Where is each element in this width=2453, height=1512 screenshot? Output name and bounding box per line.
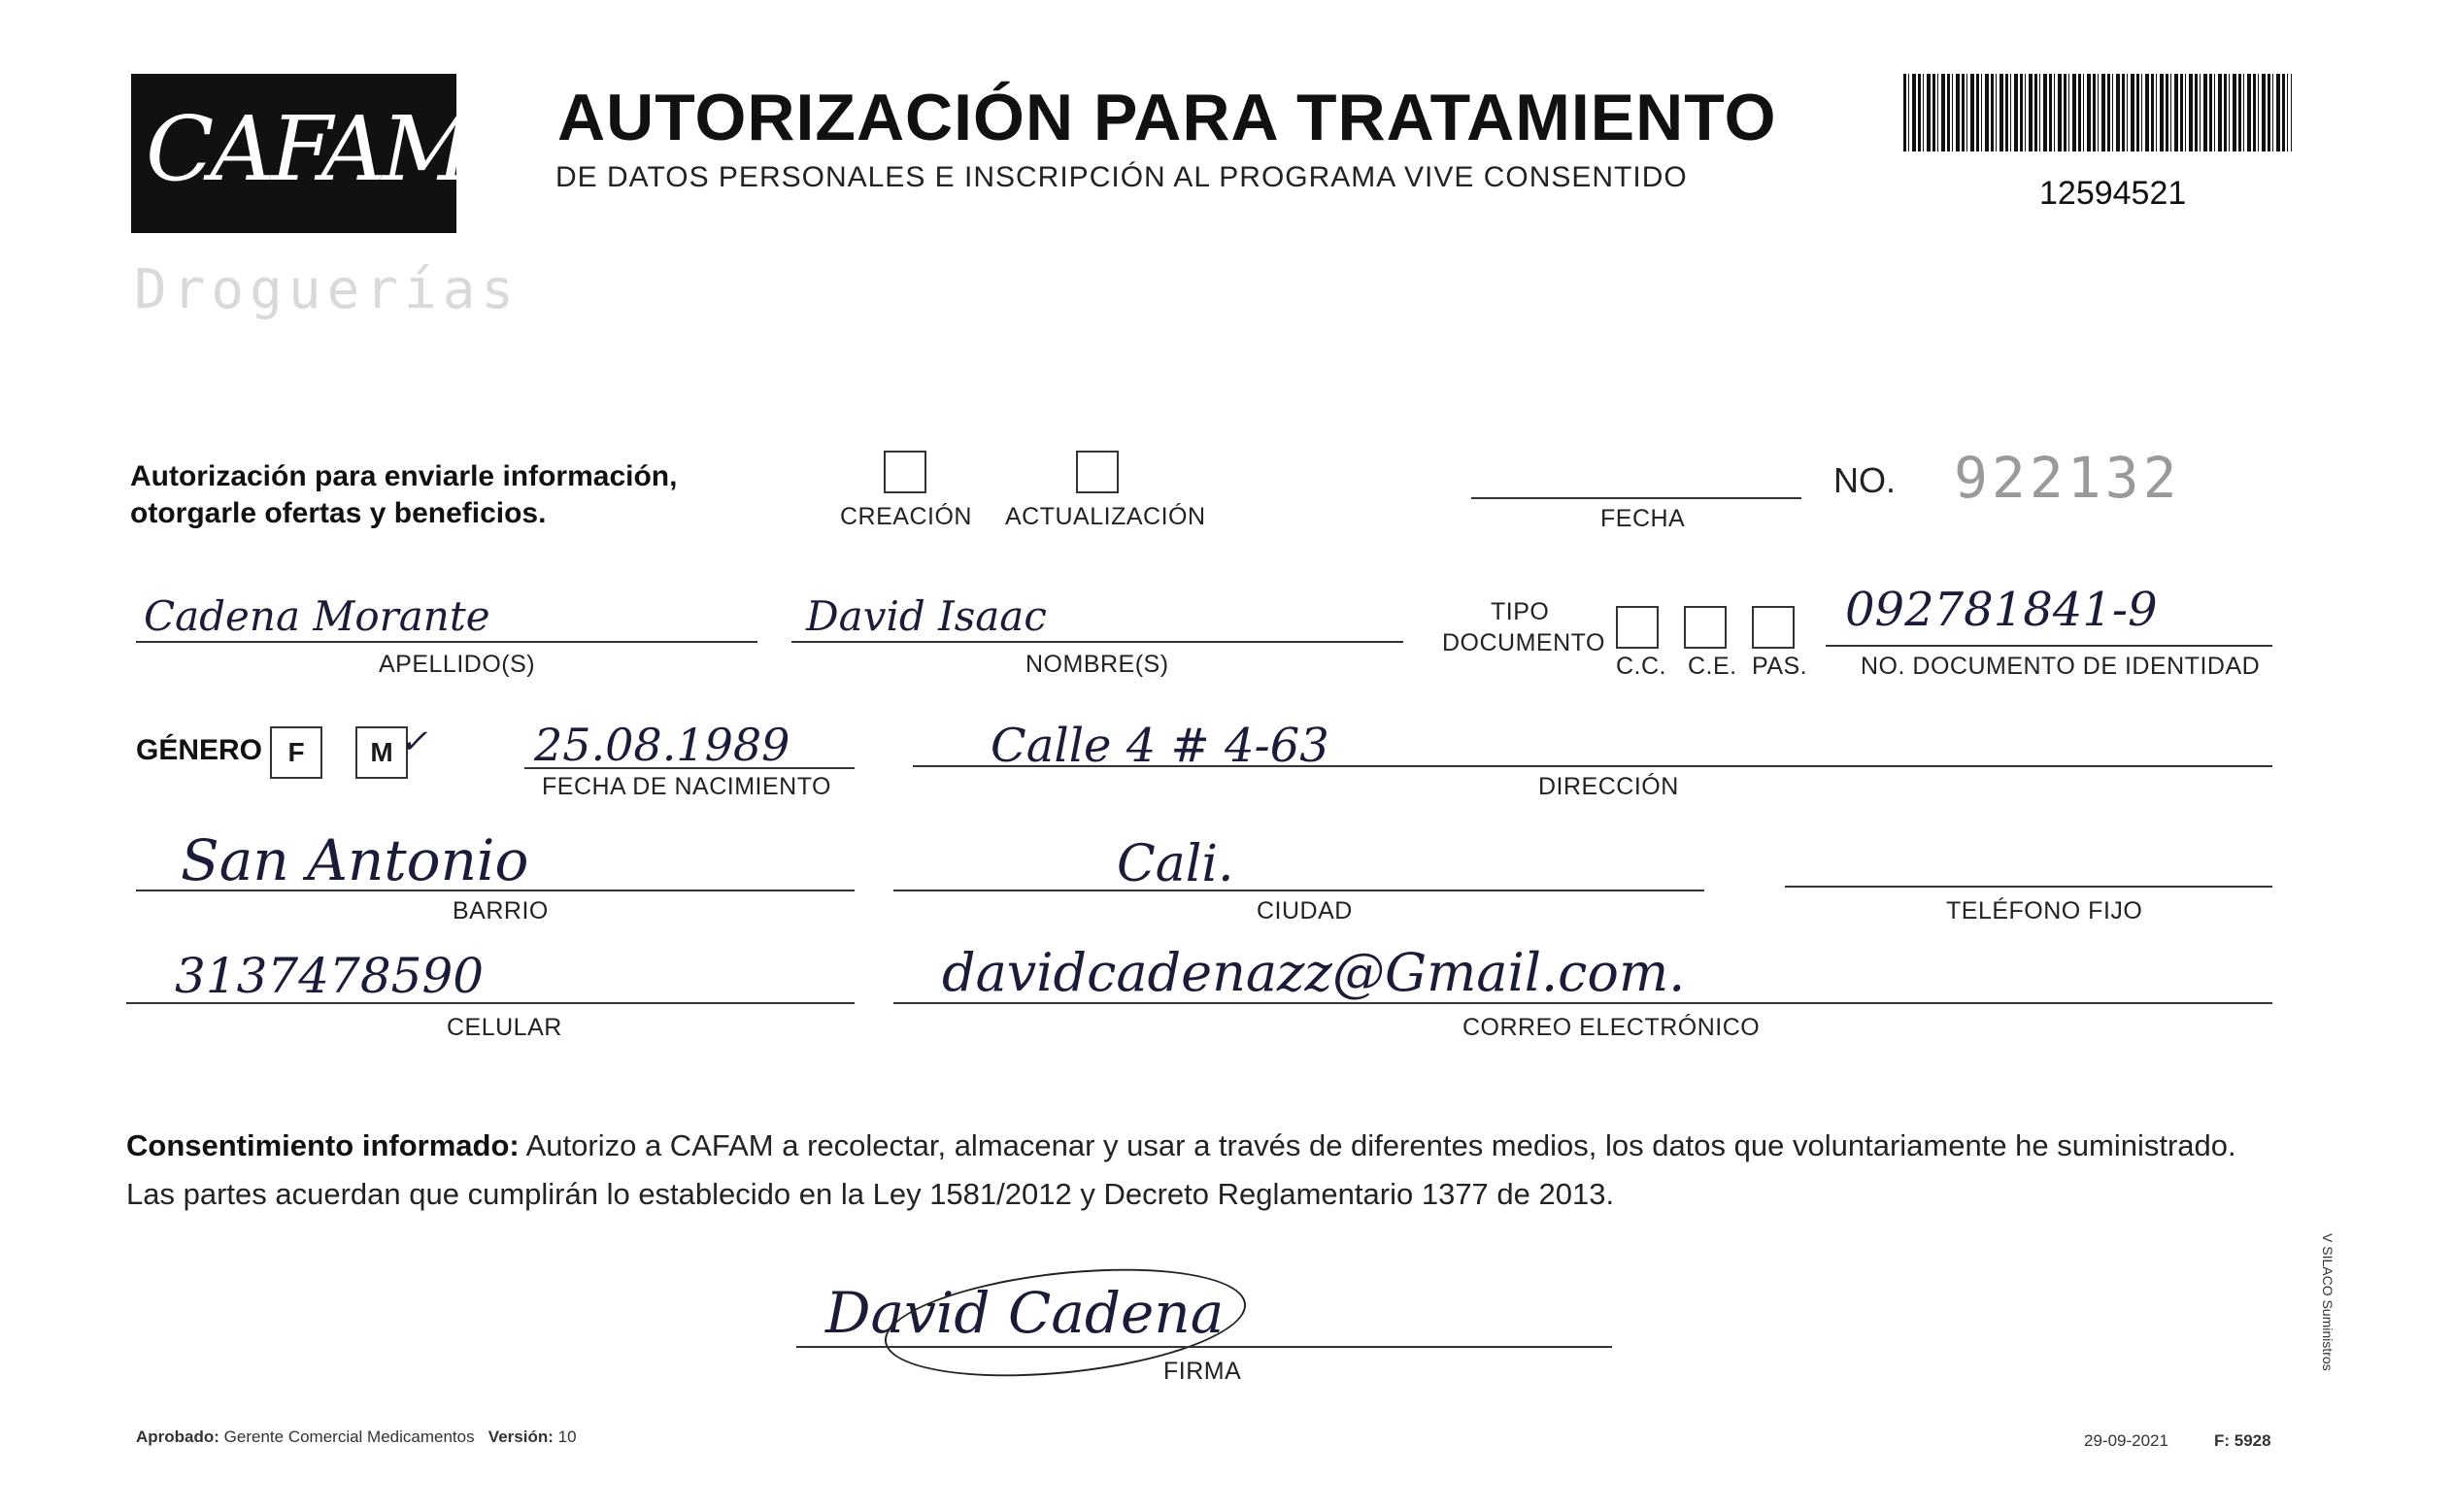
signature-label: FIRMA bbox=[1163, 1358, 1242, 1385]
celular-line bbox=[126, 1002, 855, 1004]
cc-label: C.C. bbox=[1616, 653, 1666, 680]
version-value: 10 bbox=[557, 1428, 577, 1446]
form-subtitle: DE DATOS PERSONALES E INSCRIPCIÓN AL PROGRAMA VIVE CONSENTIDO bbox=[555, 161, 1688, 193]
documento-value[interactable]: 092781841-9 bbox=[1845, 583, 2158, 637]
form-number: 922132 bbox=[1954, 445, 2181, 511]
ce-label: C.E. bbox=[1688, 653, 1737, 680]
correo-line bbox=[893, 1002, 2272, 1004]
documento-line bbox=[1826, 645, 2272, 647]
nombres-value[interactable]: David Isaac bbox=[806, 592, 1047, 640]
genero-check-mark: ✓ bbox=[400, 722, 428, 761]
correo-label: CORREO ELECTRÓNICO bbox=[1462, 1014, 1761, 1041]
direccion-label: DIRECCIÓN bbox=[1538, 773, 1679, 800]
authorization-heading-line2: otorgarle ofertas y beneficios. bbox=[130, 497, 547, 529]
direccion-value[interactable]: Calle 4 # 4-63 bbox=[991, 719, 1329, 773]
barrio-label: BARRIO bbox=[453, 897, 549, 924]
celular-value[interactable]: 3137478590 bbox=[175, 948, 485, 1004]
apellidos-label: APELLIDO(S) bbox=[379, 651, 536, 678]
fecha-nacimiento-label: FECHA DE NACIMIENTO bbox=[542, 773, 831, 800]
documento-number-label: NO. DOCUMENTO DE IDENTIDAD bbox=[1861, 653, 2261, 680]
footer-date: 29-09-2021 bbox=[2084, 1431, 2168, 1450]
cafam-logo: CAFAM bbox=[146, 97, 470, 201]
correo-value[interactable]: davidcadenazz@Gmail.com. bbox=[942, 942, 1686, 1003]
cc-checkbox[interactable] bbox=[1616, 606, 1659, 649]
ciudad-label: CIUDAD bbox=[1257, 897, 1353, 924]
aprobado-label: Aprobado: bbox=[136, 1428, 219, 1446]
logo-subtext: Droguerías bbox=[134, 258, 521, 321]
footer-left bbox=[136, 1428, 577, 1447]
form-title: AUTORIZACIÓN PARA TRATAMIENTO bbox=[557, 81, 1777, 154]
telefono-line bbox=[1785, 886, 2272, 888]
footer-form-code: F: 5928 bbox=[2214, 1431, 2271, 1450]
nombres-line bbox=[791, 641, 1403, 643]
ciudad-line bbox=[893, 890, 1704, 891]
apellidos-value[interactable]: Cadena Morante bbox=[144, 592, 490, 640]
aprobado-value: Gerente Comercial Medicamentos bbox=[223, 1428, 475, 1446]
signature-line bbox=[796, 1346, 1612, 1348]
ciudad-value[interactable]: Cali. bbox=[1117, 835, 1234, 893]
actualizacion-label: ACTUALIZACIÓN bbox=[1005, 503, 1206, 530]
pas-label: PAS. bbox=[1752, 653, 1808, 680]
fecha-nacimiento-value[interactable]: 25.08.1989 bbox=[534, 719, 790, 771]
fecha-nacimiento-line bbox=[524, 767, 855, 769]
pas-checkbox[interactable] bbox=[1752, 606, 1795, 649]
authorization-heading-line1: Autorización para enviarle información, bbox=[130, 460, 678, 492]
barrio-line bbox=[136, 890, 855, 891]
genero-f-box[interactable]: F bbox=[270, 726, 322, 779]
side-print-text: V SILACO Suministros bbox=[2320, 1233, 2335, 1371]
creacion-checkbox[interactable] bbox=[884, 451, 926, 493]
barcode bbox=[1903, 74, 2292, 151]
version-label: Versión: bbox=[487, 1428, 554, 1446]
consent-paragraph bbox=[126, 1122, 2292, 1219]
documento-label: DOCUMENTO bbox=[1442, 629, 1605, 656]
celular-label: CELULAR bbox=[447, 1014, 562, 1041]
ce-checkbox[interactable] bbox=[1684, 606, 1727, 649]
fecha-line bbox=[1471, 497, 1801, 499]
signature-value[interactable]: David Cadena bbox=[825, 1280, 1225, 1346]
consent-text: Autorizo a CAFAM a recolectar, almacenar y usar a través de diferentes medios, los datos que voluntariamente he suministrado. Las partes acuerdan que cumplirán lo establecido en la Ley 1581/2012 y Decreto Reglamentario 1377 de 2013. bbox=[126, 1128, 2236, 1211]
fecha-label: FECHA bbox=[1600, 505, 1686, 532]
direccion-line bbox=[913, 765, 2272, 767]
creacion-label: CREACIÓN bbox=[840, 503, 972, 530]
no-label: NO. bbox=[1833, 460, 1897, 500]
telefono-label: TELÉFONO FIJO bbox=[1946, 897, 2143, 924]
barcode-number: 12594521 bbox=[2039, 175, 2187, 212]
tipo-label: TIPO bbox=[1491, 598, 1550, 625]
barrio-value[interactable]: San Antonio bbox=[181, 827, 529, 893]
nombres-label: NOMBRE(S) bbox=[1025, 651, 1169, 678]
apellidos-line bbox=[136, 641, 757, 643]
consent-lead: Consentimiento informado: bbox=[126, 1128, 520, 1162]
genero-m-box[interactable]: M bbox=[355, 726, 408, 779]
actualizacion-checkbox[interactable] bbox=[1076, 451, 1119, 493]
genero-label: GÉNERO bbox=[136, 734, 263, 766]
